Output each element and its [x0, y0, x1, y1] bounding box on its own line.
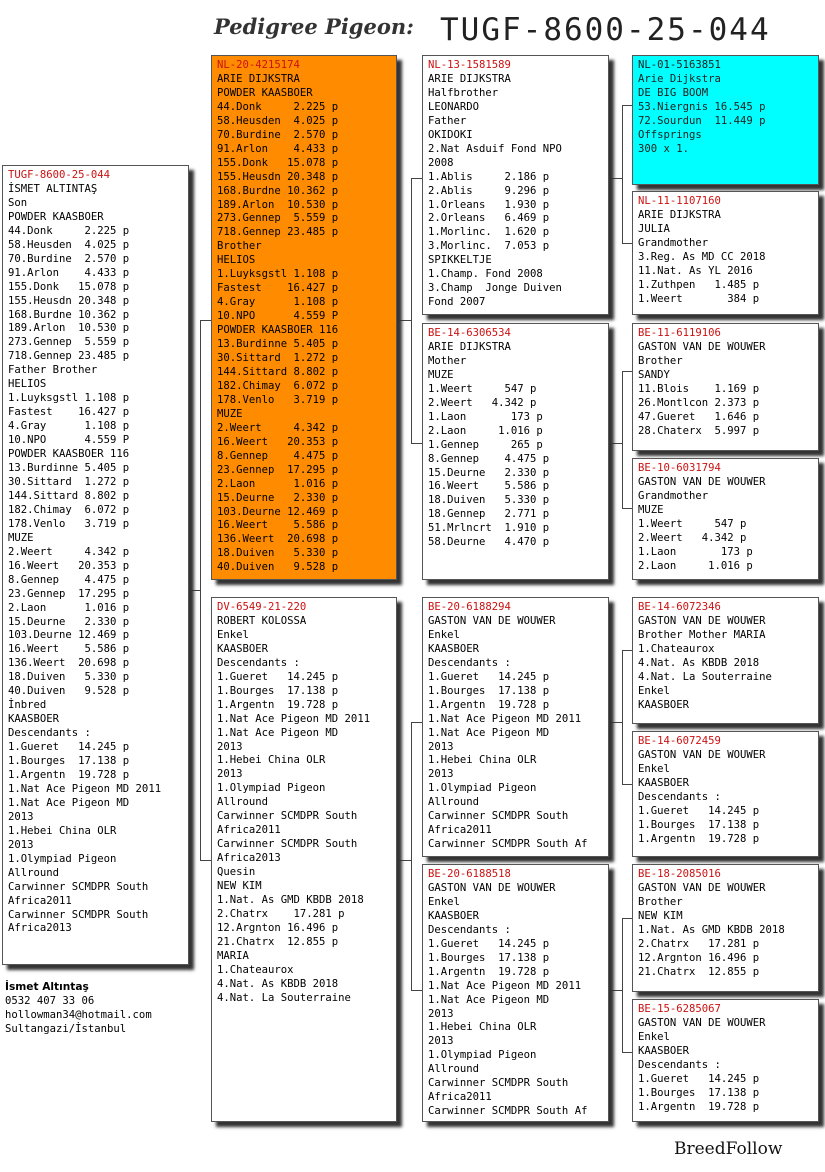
card-line: 23.Gennep 17.295 p: [217, 463, 339, 476]
header-ring-number: TUGF-8600-25-044: [440, 12, 771, 48]
card-line: 1.Gueret 14.245 p: [8, 741, 130, 754]
card-line: İnbred: [8, 699, 47, 712]
card-mother-father: [422, 597, 609, 857]
ring-number: NL-13-1581589: [428, 59, 511, 71]
card-line: KAASBOER: [217, 642, 269, 655]
card-line: 144.Sittard 8.802 p: [8, 489, 130, 502]
card-line: Enkel: [428, 628, 460, 641]
card-line: KAASBOER: [638, 776, 690, 789]
card-line: 182.Chimay 6.072 p: [8, 503, 130, 516]
card-line: Allround: [8, 866, 60, 879]
card-line: 168.Burdne 10.362 p: [217, 184, 339, 197]
card-line: Father: [428, 114, 467, 127]
card-father-mother: [422, 323, 609, 580]
card-line: GASTON VAN DE WOUWER: [638, 1016, 766, 1029]
card-line: Brother: [638, 354, 683, 367]
card-line: OKIDOKI: [428, 128, 473, 141]
card-line: 4.Nat. La Souterraine: [217, 991, 351, 1004]
card-line: 40.Duiven 9.528 p: [217, 561, 339, 574]
card-line: 1.Nat Ace Pigeon MD: [428, 726, 550, 739]
connector: [411, 178, 412, 443]
card-line: Allround: [428, 796, 480, 809]
card-line: 144.Sittard 8.802 p: [217, 365, 339, 378]
card-line: 1.Gueret 14.245 p: [428, 670, 550, 683]
card-line: Son: [8, 196, 28, 209]
card-line: 58.Heusden 4.025 p: [217, 114, 339, 127]
card-line: 1.Weert 547 p: [428, 382, 537, 395]
card-line: 1.Gueret 14.245 p: [217, 670, 339, 683]
card-line: Halfbrother: [428, 86, 499, 99]
card-line: 91.Arlon 4.433 p: [8, 266, 130, 279]
card-line: 1.Ablis 2.186 p: [428, 170, 550, 183]
card-line: ARIE DIJKSTRA: [428, 340, 511, 353]
header-label: Pedigree Pigeon:: [214, 14, 414, 39]
card-line: 15.Deurne 2.330 p: [8, 615, 130, 628]
connector: [397, 320, 411, 321]
card-line: 300 x 1.: [638, 142, 690, 155]
card-line: 2.Chatrx 17.281 p: [217, 907, 345, 920]
card-line: 15.Deurne 2.330 p: [217, 491, 339, 504]
card-line: 1.Argentn 19.728 p: [428, 698, 550, 711]
card-line: MUZE: [638, 503, 664, 516]
card-line: Descendants :: [428, 923, 511, 936]
card-line: Descendants :: [428, 656, 511, 669]
ring-number: BE-20-6188518: [428, 868, 511, 880]
card-line: 1.Bourges 17.138 p: [217, 684, 339, 697]
card-line: 1.Hebei China OLR: [217, 754, 326, 767]
card-line: Carwinner SCMDPR South: [217, 810, 358, 823]
card-line: Grandmother: [638, 489, 709, 502]
card-line: 44.Donk 2.225 p: [8, 224, 130, 237]
ring-number: BE-15-6285067: [638, 1003, 721, 1015]
card-line: KAASBOER: [428, 909, 480, 922]
card-line: 16.Weert 20.353 p: [8, 559, 130, 572]
card-ff-father: [632, 55, 819, 185]
card-ff-mother: [632, 191, 819, 315]
card-line: GASTON VAN DE WOUWER: [428, 614, 556, 627]
card-line: GASTON VAN DE WOUWER: [428, 881, 556, 894]
card-line: 26.Montlcon 2.373 p: [638, 396, 760, 409]
card-line: 3.Reg. As MD CC 2018: [638, 250, 766, 263]
card-line: 1.Olympiad Pigeon: [8, 852, 117, 865]
card-line: 70.Burdine 2.570 p: [8, 252, 130, 265]
card-line: Quesin: [217, 866, 256, 879]
card-line: 1.Olympiad Pigeon: [217, 782, 326, 795]
connector: [189, 590, 200, 591]
card-line: 3.Morlinc. 7.053 p: [428, 240, 550, 253]
card-line: 1.Nat. As GMD KBDB 2018: [217, 894, 364, 907]
ring-number: BE-18-2085016: [638, 868, 721, 880]
card-line: 1.Olympiad Pigeon: [428, 1049, 537, 1062]
card-line: Descendants :: [8, 727, 91, 740]
card-line: 718.Gennep 23.485 p: [8, 350, 130, 363]
card-line: 1.Gennep 265 p: [428, 438, 543, 451]
owner-phone: 0532 407 33 06: [5, 994, 95, 1007]
card-line: 28.Chaterx 5.997 p: [638, 424, 760, 437]
connector: [609, 178, 622, 179]
owner-info: [5, 981, 152, 1037]
card-line: KAASBOER: [8, 713, 60, 726]
card-mm-father: [632, 864, 819, 992]
card-line: 23.Gennep 17.295 p: [8, 587, 130, 600]
card-line: 12.Argnton 16.496 p: [638, 951, 760, 964]
card-line: 21.Chatrx 12.855 p: [638, 965, 760, 978]
card-line: Carwinner SCMDPR South Af: [428, 838, 588, 851]
card-line: KAASBOER: [638, 1044, 690, 1057]
card-line: Carwinner SCMDPR South: [8, 880, 149, 893]
connector: [622, 105, 623, 243]
card-line: Fond 2007: [428, 296, 486, 309]
card-line: 1.Weert 384 p: [638, 292, 760, 305]
card-line: 2.Ablis 9.296 p: [428, 184, 550, 197]
card-line: 91.Arlon 4.433 p: [217, 142, 339, 155]
card-line: Arie Dijkstra: [638, 72, 721, 85]
card-line: Brother: [217, 240, 262, 253]
card-line: 30.Sittard 1.272 p: [8, 475, 130, 488]
card-line: Allround: [217, 796, 269, 809]
card-mf-father: [632, 597, 819, 724]
card-line: 103.Deurne 12.469 p: [217, 505, 339, 518]
card-line: Enkel: [638, 684, 670, 697]
card-line: KAASBOER: [638, 698, 690, 711]
connector: [622, 371, 623, 508]
card-line: 1.Zuthpen 1.485 p: [638, 278, 760, 291]
card-line: 1.Nat Ace Pigeon MD 2011: [428, 979, 582, 992]
connector: [397, 860, 411, 861]
card-line: 103.Deurne 12.469 p: [8, 629, 130, 642]
card-line: 51.Mrlncrt 1.910 p: [428, 522, 550, 535]
card-line: 18.Duiven 5.330 p: [428, 494, 550, 507]
card-line: Africa2013: [217, 852, 281, 865]
card-line: Africa2011: [8, 894, 72, 907]
ring-number: TUGF-8600-25-044: [8, 169, 111, 181]
card-line: 4.Gray 1.108 p: [217, 296, 339, 309]
card-line: 11.Nat. As YL 2016: [638, 264, 753, 277]
card-line: Allround: [428, 1063, 480, 1076]
connector: [200, 320, 201, 860]
card-line: 1.Hebei China OLR: [8, 824, 117, 837]
card-line: 1.Bourges 17.138 p: [8, 755, 130, 768]
card-line: 2013: [428, 740, 454, 753]
card-line: 1.Chateaurox: [638, 642, 715, 655]
card-fm-father: [632, 323, 819, 451]
card-father: [211, 55, 397, 580]
card-line: 2.Laon 1.016 p: [8, 601, 130, 614]
card-line: Carwinner SCMDPR South: [217, 838, 358, 851]
ring-number: BE-10-6031794: [638, 462, 721, 474]
card-line: Africa2011: [428, 1091, 492, 1104]
card-line: 40.Duiven 9.528 p: [8, 685, 130, 698]
card-line: ARIE DIJKSTRA: [428, 72, 511, 85]
card-line: 2.Weert 4.342 p: [638, 531, 747, 544]
card-line: DE BIG BOOM: [638, 86, 709, 99]
card-line: ARIE DIJKSTRA: [217, 72, 300, 85]
card-line: Mother: [428, 354, 467, 367]
card-line: 2.Laon 1.016 p: [428, 424, 543, 437]
card-line: 168.Burdne 10.362 p: [8, 308, 130, 321]
card-line: 72.Sourdun 11.449 p: [638, 114, 766, 127]
card-line: 136.Weert 20.698 p: [217, 533, 339, 546]
card-line: 1.Nat Ace Pigeon MD 2011: [428, 712, 582, 725]
card-line: MUZE: [217, 407, 243, 420]
card-line: 2013: [8, 838, 34, 851]
card-line: Brother Mother MARIA: [638, 628, 766, 641]
card-line: 2.Orleans 6.469 p: [428, 212, 550, 225]
card-line: 1.Hebei China OLR: [428, 1021, 537, 1034]
card-line: 1.Hebei China OLR: [428, 754, 537, 767]
card-line: 273.Gennep 5.559 p: [217, 212, 339, 225]
card-line: 273.Gennep 5.559 p: [8, 336, 130, 349]
card-line: 2008: [428, 156, 454, 169]
card-mother-mother: [422, 864, 609, 1122]
card-line: 2013: [428, 768, 454, 781]
card-line: 1.Bourges 17.138 p: [428, 951, 550, 964]
card-line: GASTON VAN DE WOUWER: [638, 475, 766, 488]
card-line: 1.Laon 173 p: [428, 410, 543, 423]
card-line: 16.Weert 5.586 p: [428, 480, 550, 493]
card-line: 12.Argnton 16.496 p: [217, 921, 339, 934]
card-line: Africa2013: [8, 922, 72, 935]
card-line: Carwinner SCMDPR South Af: [428, 1105, 588, 1118]
card-line: 1.Orleans 1.930 p: [428, 198, 550, 211]
card-line: 1.Gueret 14.245 p: [638, 1072, 760, 1085]
card-subject: [2, 165, 189, 965]
card-line: SPIKKELTJE: [428, 254, 492, 267]
card-line: JULIA: [638, 222, 670, 235]
card-line: 4.Gray 1.108 p: [8, 420, 130, 433]
card-line: 1.Morlinc. 1.620 p: [428, 226, 550, 239]
card-line: GASTON VAN DE WOUWER: [638, 748, 766, 761]
card-line: KAASBOER: [428, 642, 480, 655]
card-line: 1.Bourges 17.138 p: [428, 684, 550, 697]
ring-number: BE-14-6306534: [428, 327, 511, 339]
card-line: Grandmother: [638, 236, 709, 249]
ring-number: NL-11-1107160: [638, 195, 721, 207]
card-line: 2.Laon 1.016 p: [638, 559, 753, 572]
card-line: 10.NPO 4.559 P: [8, 434, 130, 447]
card-line: Enkel: [638, 1030, 670, 1043]
connector: [622, 650, 623, 784]
card-line: Enkel: [638, 762, 670, 775]
card-line: 2.Weert 4.342 p: [217, 421, 339, 434]
card-line: 18.Gennep 2.771 p: [428, 508, 550, 521]
card-line: 16.Weert 5.586 p: [8, 643, 130, 656]
card-line: 1.Nat Ace Pigeon MD: [217, 726, 339, 739]
card-line: 4.Nat. As KBDB 2018: [638, 656, 760, 669]
card-mf-mother: [632, 731, 819, 857]
card-line: 16.Weert 5.586 p: [217, 519, 339, 532]
card-line: Descendants :: [638, 790, 721, 803]
card-line: 18.Duiven 5.330 p: [8, 671, 130, 684]
owner-name: İsmet Altıntaş: [5, 981, 89, 993]
card-line: Father Brother: [8, 364, 98, 377]
card-line: 1.Nat Ace Pigeon MD: [428, 993, 550, 1006]
card-line: 718.Gennep 23.485 p: [217, 226, 339, 239]
ring-number: DV-6549-21-220: [217, 601, 307, 613]
ring-number: NL-20-4215174: [217, 59, 300, 71]
card-line: 136.Weert 20.698 p: [8, 657, 130, 670]
card-line: 18.Duiven 5.330 p: [217, 547, 339, 560]
card-line: 1.Gueret 14.245 p: [428, 937, 550, 950]
card-line: 1.Luyksgstl 1.108 p: [217, 268, 339, 281]
card-line: ROBERT KOLOSSA: [217, 614, 307, 627]
card-line: 189.Arlon 10.530 p: [217, 198, 339, 211]
card-line: 30.Sittard 1.272 p: [217, 352, 339, 365]
card-line: 2013: [8, 810, 34, 823]
card-line: 2013: [217, 768, 243, 781]
connector: [622, 918, 623, 1052]
card-line: 1.Nat. As GMD KBDB 2018: [638, 923, 785, 936]
card-line: MUZE: [428, 368, 454, 381]
card-line: 1.Luyksgstl 1.108 p: [8, 392, 130, 405]
owner-location: Sultangazi/İstanbul: [5, 1022, 127, 1035]
card-line: GASTON VAN DE WOUWER: [638, 614, 766, 627]
card-line: Enkel: [428, 895, 460, 908]
card-line: 8.Gennep 4.475 p: [8, 573, 130, 586]
card-line: MARIA: [217, 949, 249, 962]
card-line: 1.Argentn 19.728 p: [428, 965, 550, 978]
card-line: 58.Heusden 4.025 p: [8, 238, 130, 251]
card-line: 21.Chatrx 12.855 p: [217, 935, 339, 948]
card-line: 1.Bourges 17.138 p: [638, 818, 760, 831]
card-line: ARIE DIJKSTRA: [638, 208, 721, 221]
card-line: 2.Weert 4.342 p: [428, 396, 537, 409]
card-line: 13.Burdinne 5.405 p: [217, 338, 339, 351]
connector: [609, 443, 622, 444]
card-line: 178.Venlo 3.719 p: [8, 517, 130, 530]
ring-number: BE-14-6072459: [638, 735, 721, 747]
card-line: 155.Heusdn 20.348 p: [8, 294, 130, 307]
card-line: 47.Gueret 1.646 p: [638, 410, 760, 423]
card-line: 1.Nat Ace Pigeon MD: [8, 796, 130, 809]
card-line: 15.Deurne 2.330 p: [428, 466, 550, 479]
card-mm-mother: [632, 999, 819, 1122]
card-line: Offsprings: [638, 128, 702, 141]
card-line: MUZE: [8, 531, 34, 544]
card-line: 4.Nat. La Souterraine: [638, 670, 772, 683]
card-line: POWDER KAASBOER 116: [217, 324, 339, 337]
card-line: Brother: [638, 895, 683, 908]
brand-logo: BreedFollow: [674, 1139, 783, 1159]
card-line: POWDER KAASBOER 116: [8, 448, 130, 461]
ring-number: BE-14-6072346: [638, 601, 721, 613]
card-line: 2.Nat Asduif Fond NPO: [428, 142, 562, 155]
card-line: HELIOS: [8, 378, 47, 391]
card-line: 1.Bourges 17.138 p: [638, 1086, 760, 1099]
card-line: Descendants :: [217, 656, 300, 669]
card-line: 1.Weert 547 p: [638, 517, 747, 530]
card-line: 58.Deurne 4.470 p: [428, 536, 550, 549]
card-line: 182.Chimay 6.072 p: [217, 379, 339, 392]
card-line: NEW KIM: [217, 880, 262, 893]
card-line: 13.Burdinne 5.405 p: [8, 462, 130, 475]
card-line: 189.Arlon 10.530 p: [8, 322, 130, 335]
card-line: 1.Nat Ace Pigeon MD 2011: [8, 782, 162, 795]
card-line: Fastest 16.427 p: [8, 406, 130, 419]
card-line: POWDER KAASBOER: [8, 210, 104, 223]
connector: [411, 722, 412, 990]
card-line: 2.Chatrx 17.281 p: [638, 937, 760, 950]
connector: [609, 722, 622, 723]
card-line: 10.NPO 4.559 P: [217, 310, 339, 323]
card-line: NEW KIM: [638, 909, 683, 922]
card-line: 1.Champ. Fond 2008: [428, 268, 543, 281]
card-line: 70.Burdine 2.570 p: [217, 128, 339, 141]
card-line: SANDY: [638, 368, 670, 381]
card-line: 2013: [428, 1035, 454, 1048]
card-line: 2.Laon 1.016 p: [217, 477, 339, 490]
card-line: 2013: [217, 740, 243, 753]
card-line: 1.Argentn 19.728 p: [638, 1100, 760, 1113]
card-line: 16.Weert 20.353 p: [217, 435, 339, 448]
card-line: 8.Gennep 4.475 p: [217, 449, 339, 462]
card-line: LEONARDO: [428, 100, 480, 113]
card-fm-mother: [632, 458, 819, 580]
card-line: 155.Heusdn 20.348 p: [217, 170, 339, 183]
card-line: 4.Nat. As KBDB 2018: [217, 977, 339, 990]
card-line: Carwinner SCMDPR South: [428, 810, 569, 823]
ring-number: BE-11-6119106: [638, 327, 721, 339]
card-line: 8.Gennep 4.475 p: [428, 452, 550, 465]
card-line: Africa2011: [428, 824, 492, 837]
card-line: Africa2011: [217, 824, 281, 837]
card-line: Fastest 16.427 p: [217, 282, 339, 295]
card-line: Carwinner SCMDPR South: [428, 1077, 569, 1090]
connector: [609, 990, 622, 991]
card-line: GASTON VAN DE WOUWER: [638, 881, 766, 894]
card-line: 1.Argentn 19.728 p: [638, 832, 760, 845]
card-line: Enkel: [217, 628, 249, 641]
card-line: 178.Venlo 3.719 p: [217, 393, 339, 406]
card-line: 53.Niergnis 16.545 p: [638, 100, 766, 113]
card-line: HELIOS: [217, 254, 256, 267]
card-line: 1.Gueret 14.245 p: [638, 804, 760, 817]
card-line: 2.Weert 4.342 p: [8, 545, 130, 558]
card-line: 3.Champ Jonge Duiven: [428, 282, 562, 295]
card-line: 1.Laon 173 p: [638, 545, 753, 558]
card-line: POWDER KAASBOER: [217, 86, 313, 99]
ring-number: NL-01-5163851: [638, 59, 721, 71]
card-line: 1.Argentn 19.728 p: [217, 698, 339, 711]
card-line: İSMET ALTINTAŞ: [8, 182, 98, 195]
card-line: 155.Donk 15.078 p: [8, 280, 130, 293]
card-line: 2013: [428, 1007, 454, 1020]
card-father-father: [422, 55, 609, 315]
card-line: 1.Nat Ace Pigeon MD 2011: [217, 712, 371, 725]
card-line: 11.Blois 1.169 p: [638, 382, 760, 395]
card-line: 1.Argentn 19.728 p: [8, 768, 130, 781]
ring-number: BE-20-6188294: [428, 601, 511, 613]
owner-email[interactable]: hollowman34@hotmail.com: [5, 1008, 152, 1021]
card-line: 1.Olympiad Pigeon: [428, 782, 537, 795]
card-line: Descendants :: [638, 1058, 721, 1071]
card-line: 1.Chateaurox: [217, 963, 294, 976]
card-line: GASTON VAN DE WOUWER: [638, 340, 766, 353]
card-line: 155.Donk 15.078 p: [217, 156, 339, 169]
card-mother: [211, 597, 397, 1122]
card-line: 44.Donk 2.225 p: [217, 100, 339, 113]
card-line: Carwinner SCMDPR South: [8, 908, 149, 921]
